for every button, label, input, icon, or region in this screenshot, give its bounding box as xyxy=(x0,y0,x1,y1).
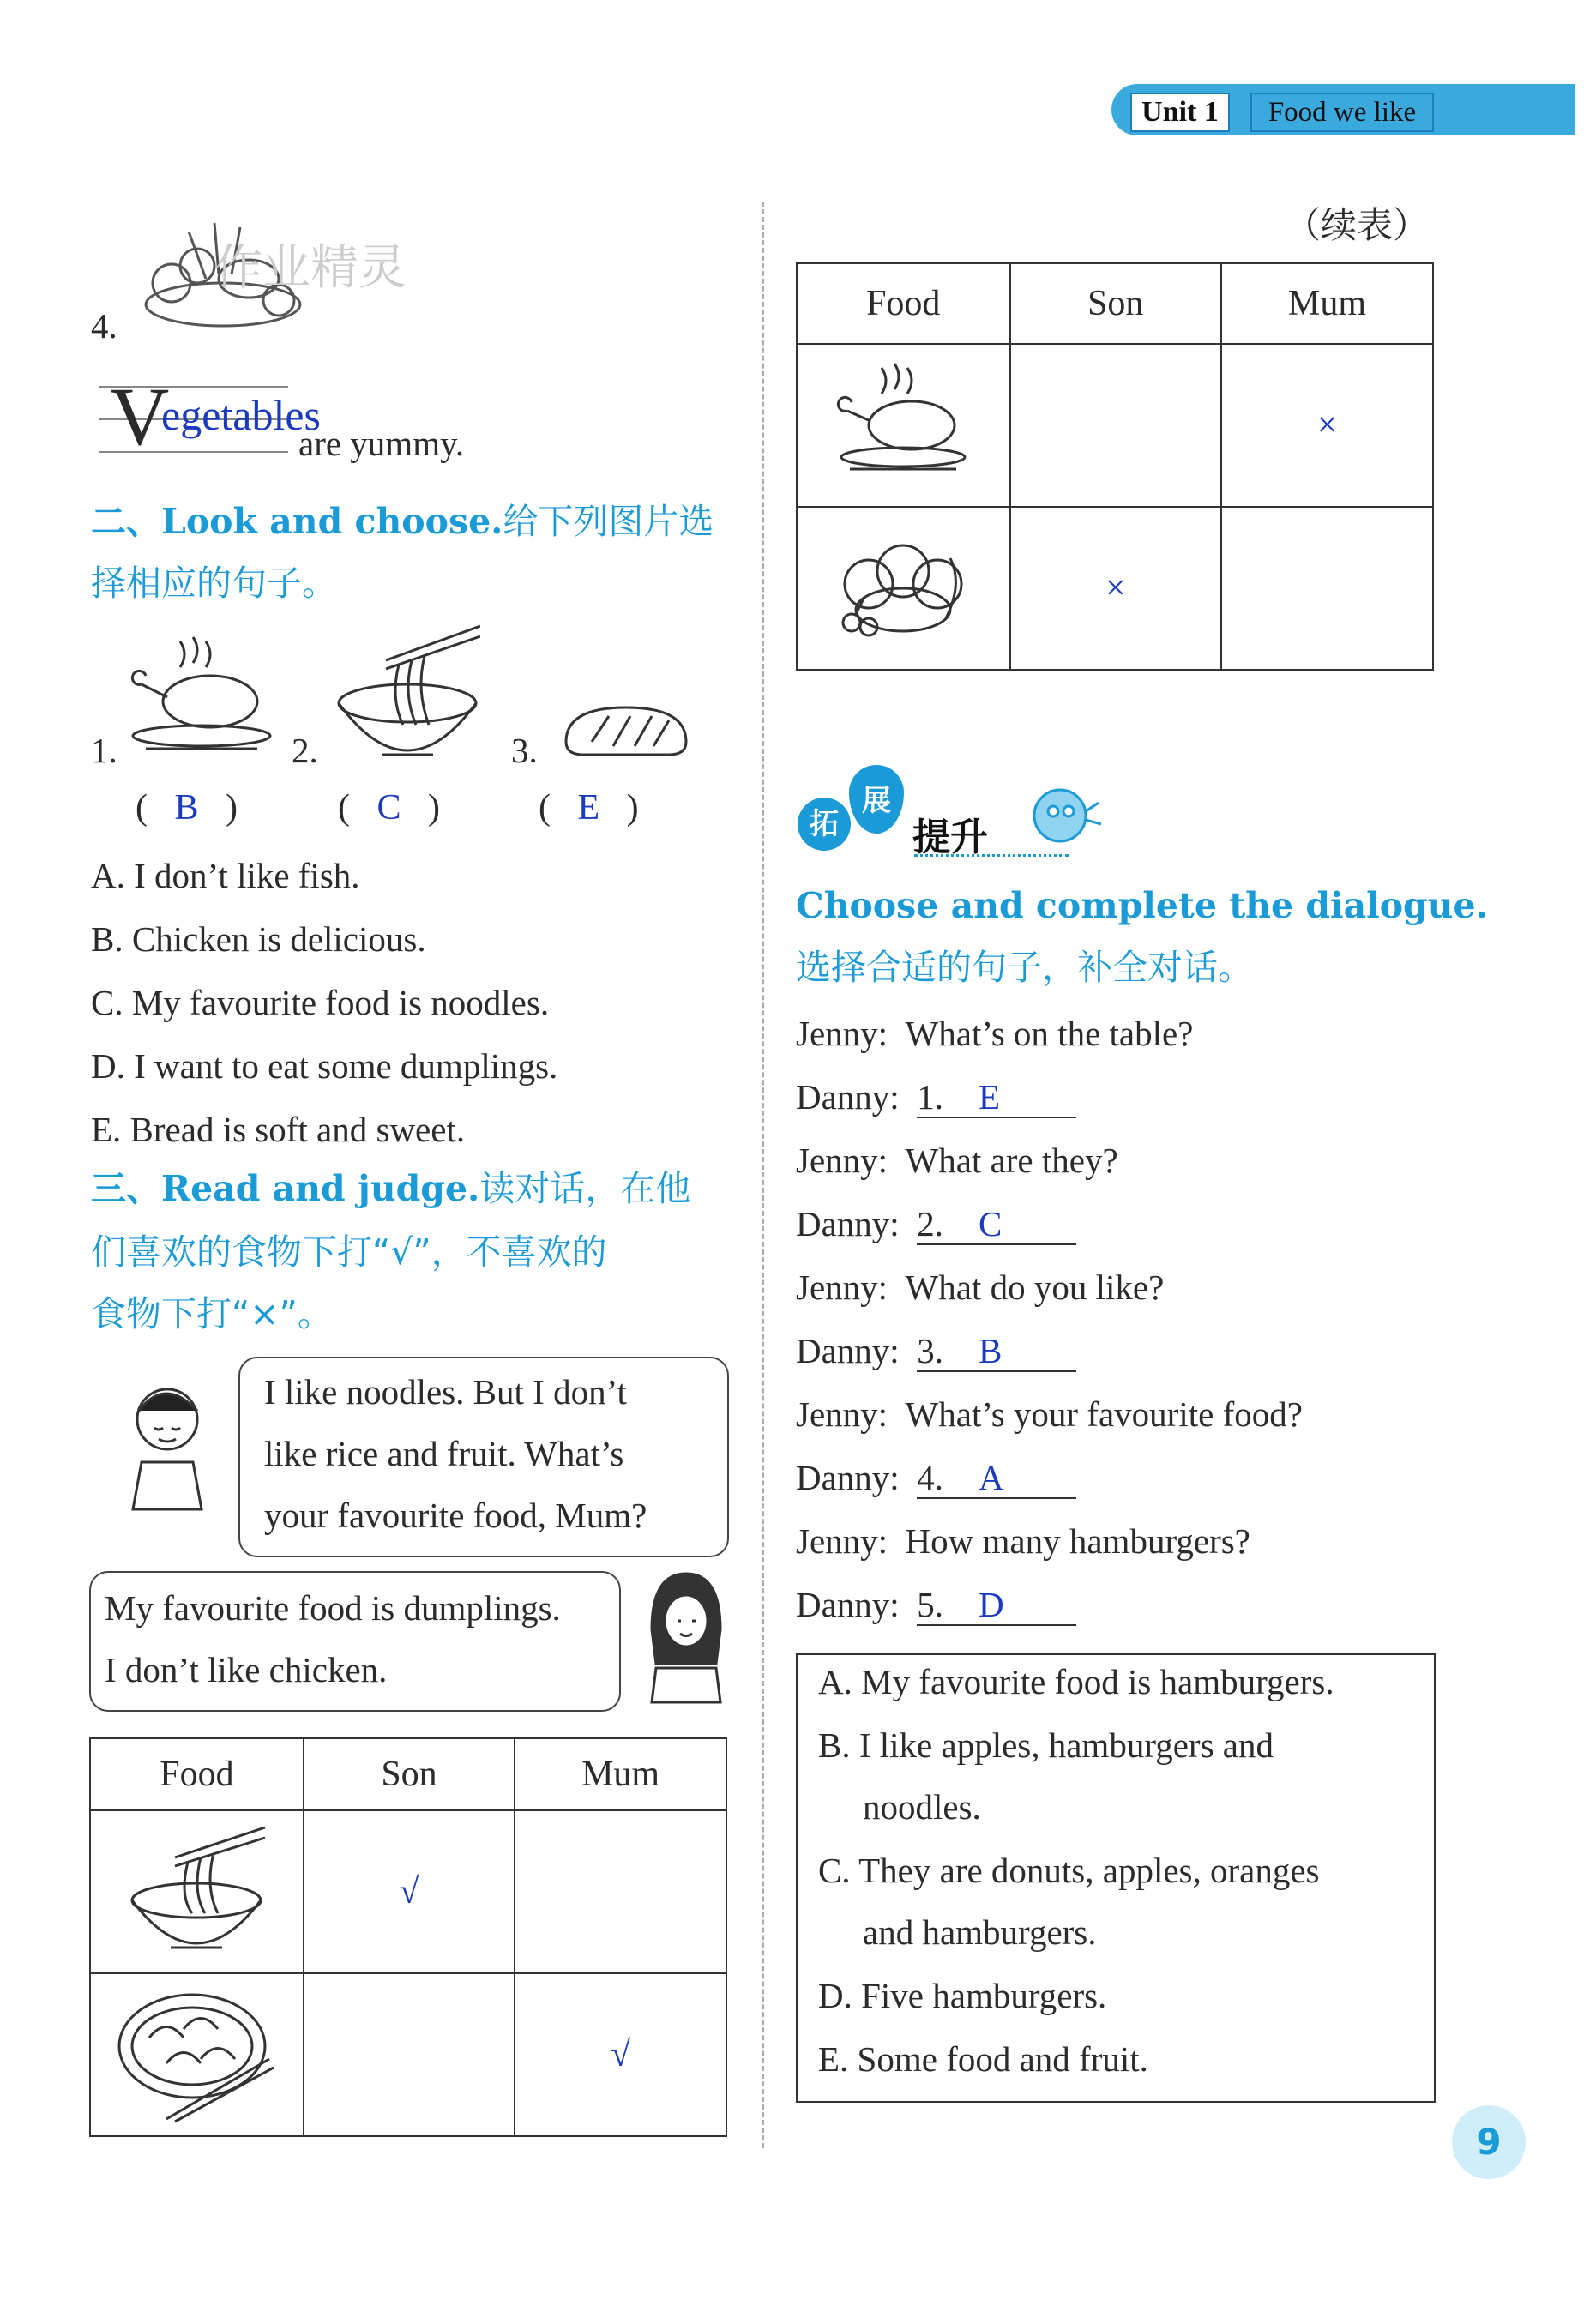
section3-title-cn-2: 们喜欢的食物下打“√”，不喜欢的 xyxy=(91,1231,607,1273)
s2-item-2-num: 2. xyxy=(292,731,318,770)
continued-label: （续表） xyxy=(1285,204,1430,246)
mum-avatar xyxy=(639,1569,725,1707)
s2-answer-1: ( B ) xyxy=(136,788,238,828)
speaker: Danny: xyxy=(796,1204,900,1243)
table-header-son: Son xyxy=(304,1738,515,1810)
table-mark-son xyxy=(304,1973,515,2136)
s2-option-a: A. I don’t like fish. xyxy=(91,856,360,895)
table-mark-son: × xyxy=(1010,507,1221,670)
item4-tail: are yummy. xyxy=(298,424,465,463)
dialogue-line-5: Jenny: What do you like? xyxy=(796,1267,1165,1307)
table-mark-mum: × xyxy=(1221,344,1433,507)
s2-option-b: B. Chicken is delicious. xyxy=(91,919,426,959)
dialogue-option-e: E. Some food and fruit. xyxy=(818,2039,1148,2079)
unit-label: Unit 1 xyxy=(1130,93,1230,132)
speaker: Danny: xyxy=(796,1458,900,1497)
word-rest: egetables xyxy=(161,391,322,439)
table-food-cell xyxy=(797,344,1010,507)
s2-item-3-num: 3. xyxy=(511,731,538,770)
dialogue-line-9: Jenny: How many hamburgers? xyxy=(796,1521,1250,1561)
dialogue-line-3: Jenny: What are they? xyxy=(796,1141,1118,1180)
table-header-son: Son xyxy=(1010,263,1221,344)
extension-badge-1: 拓 xyxy=(798,798,851,851)
s2-option-d: D. I want to eat some dumplings. xyxy=(91,1046,558,1086)
speaker: Danny: xyxy=(796,1331,900,1370)
speaker: Jenny: xyxy=(796,1267,888,1307)
extension-badge-2: 展 xyxy=(849,765,904,834)
dialogue-line-1: Jenny: What’s on the table? xyxy=(796,1014,1194,1053)
dialogue-answer-5: D xyxy=(978,1585,1004,1624)
s2-option-e: E. Bread is soft and sweet. xyxy=(91,1110,466,1149)
s2-item-1-num: 1. xyxy=(91,731,117,770)
section2-title-cn-2: 择相应的句子。 xyxy=(91,563,337,604)
table-food-cell xyxy=(90,1810,304,1973)
dialogue-option-c: C. They are donuts, apples, oranges xyxy=(818,1851,1320,1890)
dialogue-answer-3: B xyxy=(978,1331,1003,1370)
table-header-mum: Mum xyxy=(515,1738,726,1810)
speaker: Danny: xyxy=(796,1585,900,1624)
table-mark-son: √ xyxy=(304,1810,515,1973)
dialogue-answer-1: E xyxy=(978,1077,1000,1117)
noodles-bowl-icon xyxy=(123,1815,269,1960)
dialogue-line-10: Danny: 5. D xyxy=(796,1585,1076,1626)
table-food-cell xyxy=(797,507,1010,670)
dialogue-line-8: Danny: 4. A xyxy=(796,1458,1076,1499)
table-mark-mum xyxy=(515,1810,726,1973)
section2-title-en: 二、Look and choose. xyxy=(91,501,503,542)
section3-title-en: 三、Read and judge. xyxy=(91,1168,480,1209)
boy-avatar xyxy=(120,1381,214,1518)
mum-line-1: My favourite food is dumplings. xyxy=(105,1588,561,1628)
task-title-cn: 选择合适的句子，补全对话。 xyxy=(796,947,1253,988)
son-line-2: like rice and fruit. What’s xyxy=(264,1434,624,1473)
roast-chicken-icon xyxy=(834,361,972,481)
dialogue-option-a: A. My favourite food is hamburgers. xyxy=(818,1662,1334,1701)
dialogue-answer-2: C xyxy=(978,1204,1003,1243)
s2-option-c: C. My favourite food is noodles. xyxy=(91,983,550,1022)
unit-title: Food we like xyxy=(1250,93,1434,132)
word-initial: V xyxy=(110,370,170,462)
dialogue-option-b-cont: noodles. xyxy=(863,1787,981,1827)
watermark: 作业精灵 xyxy=(214,240,407,296)
dialogue-line-2: Danny: 1. E xyxy=(796,1077,1076,1118)
table-header-food: Food xyxy=(797,263,1010,344)
table-mark-mum: √ xyxy=(515,1973,726,2136)
column-divider xyxy=(762,202,764,2148)
table-header-mum: Mum xyxy=(1221,263,1433,344)
roast-chicken-icon xyxy=(129,633,274,762)
table-mark-mum xyxy=(1221,507,1433,670)
section3-title-cn: 读对话，在他 xyxy=(479,1168,691,1209)
section2-title xyxy=(91,501,714,542)
son-line-1: I like noodles. But I don’t xyxy=(264,1372,627,1412)
speaker: Jenny: xyxy=(796,1141,888,1180)
fruit-basket-icon xyxy=(830,524,976,644)
dialogue-answer-4: A xyxy=(978,1458,1004,1497)
dumplings-plate-icon xyxy=(115,1978,278,2123)
item4-number: 4. xyxy=(91,306,117,346)
page-number: 9 xyxy=(1452,2105,1526,2179)
section3-title-cn-3: 食物下打“×”。 xyxy=(91,1293,333,1334)
section3-title xyxy=(91,1168,690,1209)
son-line-3: your favourite food, Mum? xyxy=(264,1496,647,1535)
noodles-bowl-icon xyxy=(334,617,480,772)
dialogue-option-b: B. I like apples, hamburgers and xyxy=(818,1725,1274,1765)
table-mark-son xyxy=(1010,344,1221,507)
extension-title: 提升 xyxy=(912,816,988,859)
dialogue-line-7: Jenny: What’s your favourite food? xyxy=(796,1394,1303,1434)
speaker: Jenny: xyxy=(796,1014,888,1053)
extension-underline xyxy=(914,854,1069,857)
task-title-en: Choose and complete the dialogue. xyxy=(796,885,1488,926)
dialogue-option-c-cont: and hamburgers. xyxy=(863,1912,1097,1952)
table-header-food: Food xyxy=(90,1738,304,1810)
bread-icon xyxy=(557,699,690,763)
left-judge-table xyxy=(89,1737,727,2137)
speaker: Jenny: xyxy=(796,1521,888,1561)
right-judge-table xyxy=(796,262,1434,671)
s2-answer-3: ( E ) xyxy=(539,788,639,828)
s2-answer-2: ( C ) xyxy=(338,788,441,828)
speaker: Jenny: xyxy=(796,1394,888,1434)
dialogue-line-4: Danny: 2. C xyxy=(796,1204,1076,1245)
dialogue-line-6: Danny: 3. B xyxy=(796,1331,1076,1372)
section2-title-cn: 给下列图片选 xyxy=(503,501,714,542)
dialogue-option-d: D. Five hamburgers. xyxy=(818,1976,1107,2015)
table-food-cell xyxy=(90,1973,304,2136)
speaker: Danny: xyxy=(796,1077,900,1117)
mum-line-2: I don’t like chicken. xyxy=(105,1650,388,1689)
mascot-icon xyxy=(1026,777,1103,854)
